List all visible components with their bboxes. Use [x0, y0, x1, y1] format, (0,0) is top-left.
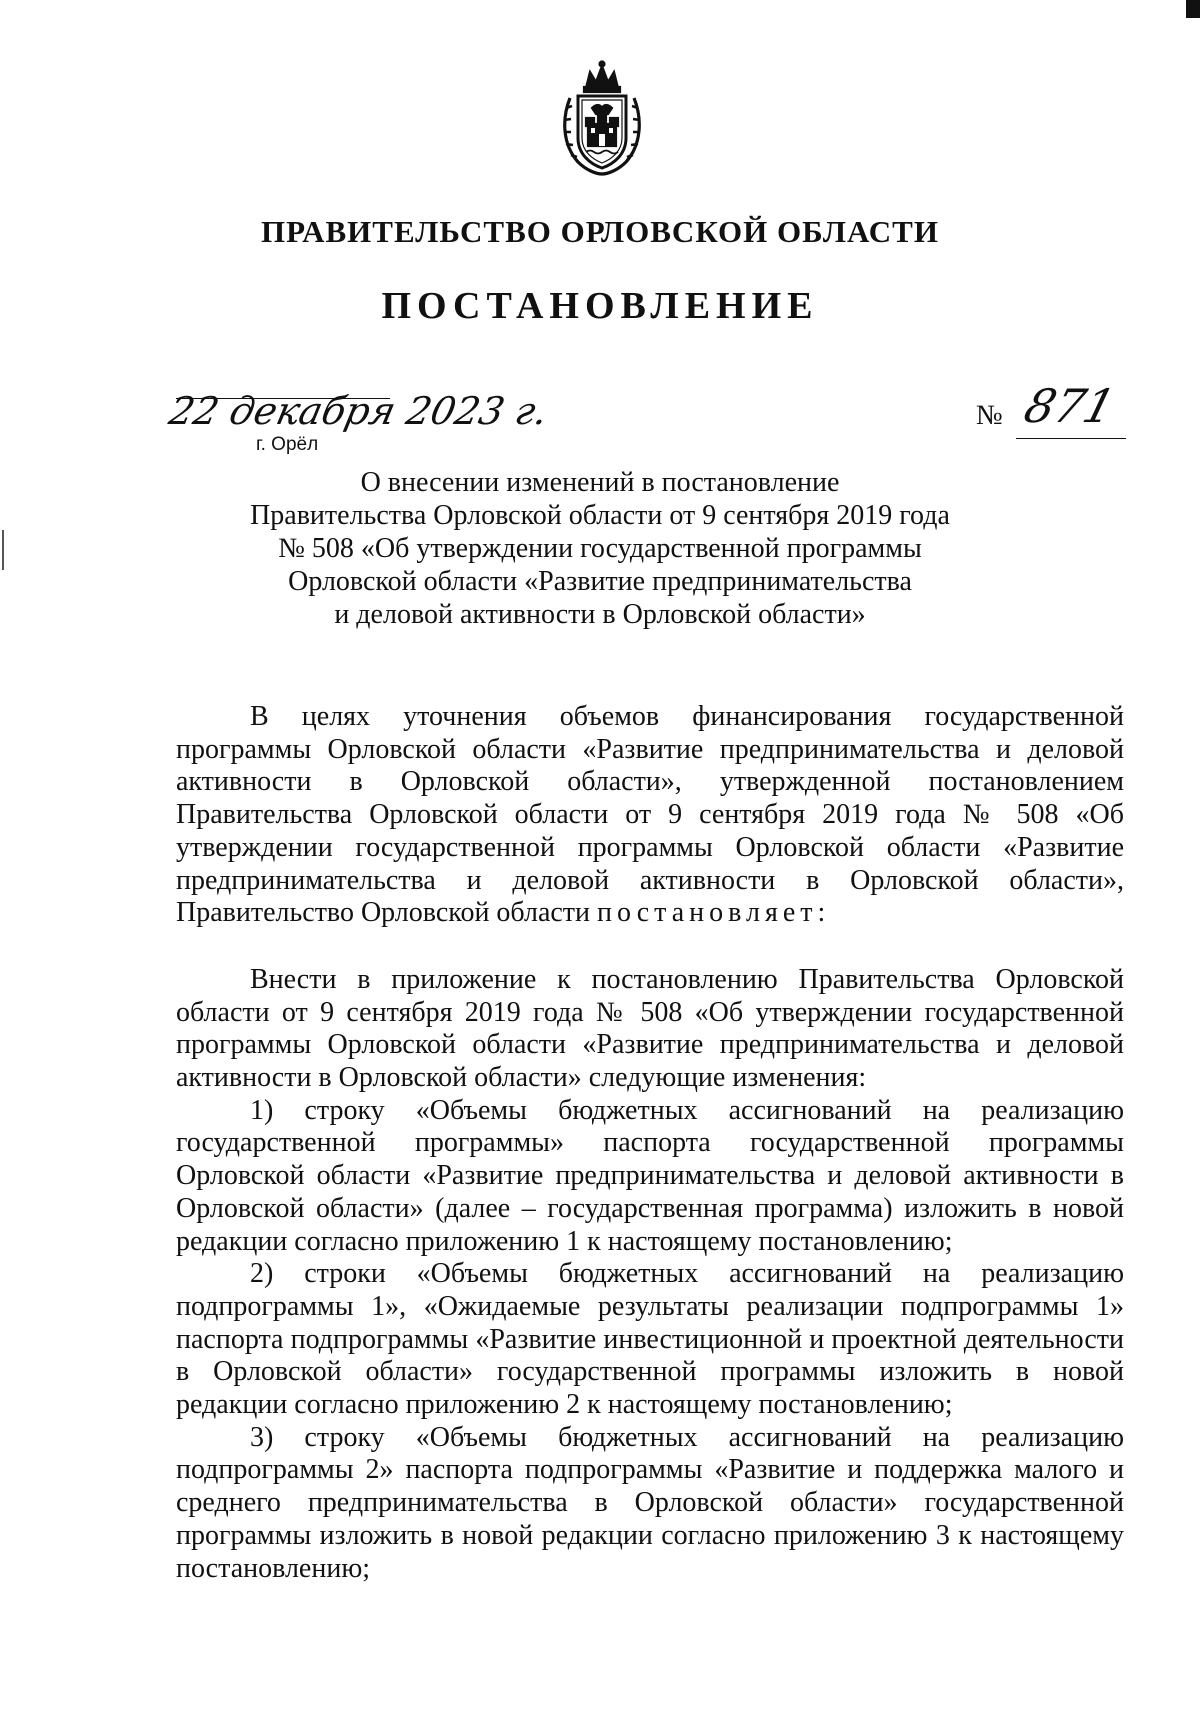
coat-of-arms-icon: [554, 58, 650, 178]
preamble-paragraph: [176, 701, 1124, 930]
document-kind-title: ПОСТАНОВЛЕНИЕ: [381, 285, 819, 327]
item-paragraph: 3) строку «Объемы бюджетных ассигнований на реализацию подпрограммы 2» паспорта подпрограммы «Развитие и поддержка малого и среднего предпринимательства в Орловской области» государственной программы изложить в новой редакции согласно приложению 3 к настоящему постановлению;: [176, 1421, 1124, 1584]
government-title: ПРАВИТЕЛЬСТВО ОРЛОВСКОЙ ОБЛАСТИ: [261, 214, 939, 249]
city-label: г. Орёл: [256, 434, 319, 455]
subject-line: № 508 «Об утверждении государственной программы: [278, 533, 922, 564]
subject-line: Правительства Орловской области от 9 сентября 2019 года: [250, 500, 950, 531]
subject-line: и деловой активности в Орловской области»: [334, 599, 866, 630]
number-label: №: [976, 400, 1003, 431]
date-underline: [176, 398, 390, 399]
intro-paragraph: Внести в приложение к постановлению Правительства Орловской области от 9 сентября 2019 года № 508 «Об утверждении государственной программы Орловской области «Развитие предпринимательства и деловой активности в Орловской области» следующие изменения:: [176, 963, 1124, 1094]
decree-word: постановляет:: [597, 897, 831, 929]
handwritten-number: 871: [1018, 379, 1122, 433]
document-body: [176, 701, 1124, 1585]
handwritten-date: 22 декабря 2023 г.: [165, 389, 552, 433]
number-underline: [1016, 438, 1126, 439]
preamble-text: В целях уточнения объемов финансирования государственной программы Орловской области «Развитие предпринимательства и деловой активности в Орловской области», утвержденной постановлением Правительства Орловской области от 9 сентября 2019 года № 508 «Об утверждении государственной программы Орловской области «Развитие предпринимательства и деловой активности в Орловской области», Правительство Орловской области: [176, 701, 1124, 929]
item-paragraph: 2) строки «Объемы бюджетных ассигнований на реализацию подпрограммы 1», «Ожидаемые результаты реализации подпрограммы 1» паспорта подпрограммы «Развитие инвестиционной и проектной деятельности в Орловской области» государственной программы изложить в новой редакции согласно приложению 2 к настоящему постановлению;: [176, 1258, 1124, 1421]
item-paragraph: 1) строку «Объемы бюджетных ассигнований на реализацию государственной программы» паспорта государственной программы Орловской области «Развитие предпринимательства и деловой активности в Орловской области» (далее – государственная программа) изложить в новой редакции согласно приложению 1 к настоящему постановлению;: [176, 1094, 1124, 1257]
scan-edge-mark: [1186, 0, 1200, 18]
subject-line: Орловской области «Развитие предпринимательства: [288, 566, 912, 597]
document-subject: [0, 466, 1200, 631]
subject-line: О внесении изменений в постановление: [360, 467, 840, 498]
